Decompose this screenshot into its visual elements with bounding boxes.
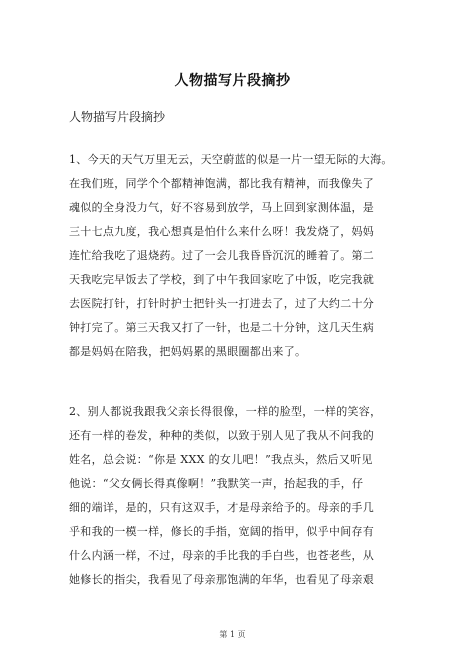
text-line: 三十七点九度，我心想真是怕什么来什么呀！我发烧了，妈妈 [69, 225, 375, 238]
text-line: 2、别人都说我跟我父亲长得很像，一样的脸型，一样的笑容， [69, 405, 382, 418]
text-line: 细的端详，是的，只有这双手，才是母亲给予的。母亲的手几 [69, 501, 375, 514]
page-number: 第 1 页 [219, 630, 246, 639]
text-line: 钟打完了。第三天我又打了一针，也是二十分钟，这几天生病 [69, 321, 375, 334]
text-line: 去医院打针，打针时护士把针头一打进去了，过了大约二十分 [69, 297, 375, 310]
text-line: 什么内涵一样，不过，母亲的手比我的手白些，也苍老些，从 [69, 549, 375, 562]
text-line: 在我们班，同学个个都精神饱满，都比我有精神，而我像失了 [69, 177, 375, 190]
text-line: 都是妈妈在陪我，把妈妈累的黑眼圈都出来了。 [69, 345, 307, 358]
text-line: 她修长的指尖，我看见了母亲那饱满的年华，也看见了母亲艰 [69, 573, 375, 586]
document-subtitle: 人物描写片段摘抄 [69, 110, 166, 124]
text-line: 还有一样的卷发，种种的类似，以致于别人见了我从不问我的 [69, 429, 375, 442]
text-line: 连忙给我吃了退烧药。过了一会儿我昏昏沉沉的睡着了。第二 [69, 249, 375, 262]
text-line: 他说：“父女俩长得真像啊！”我默笑一声，抬起我的手，仔 [69, 477, 364, 490]
paragraph-2 [69, 400, 409, 592]
text-line: 魂似的全身没力气，好不容易到放学，马上回到家测体温，是 [69, 201, 375, 214]
text-line: 乎和我的一模一样，修长的手指，宽阔的指甲，似乎中间存有 [69, 525, 375, 538]
page-title: 人物描写片段摘抄 [174, 73, 291, 89]
text-line: 天我吃完早饭去了学校，到了中午我回家吃了中饭，吃完我就 [69, 273, 375, 286]
paragraph-1 [69, 148, 409, 364]
text-line: 1、今天的天气万里无云，天空蔚蓝的似是一片一望无际的大海。 [69, 153, 393, 166]
text-line: 姓名，总会说：“你是 XXX 的女儿吧！”我点头，然后又听见 [69, 453, 373, 466]
